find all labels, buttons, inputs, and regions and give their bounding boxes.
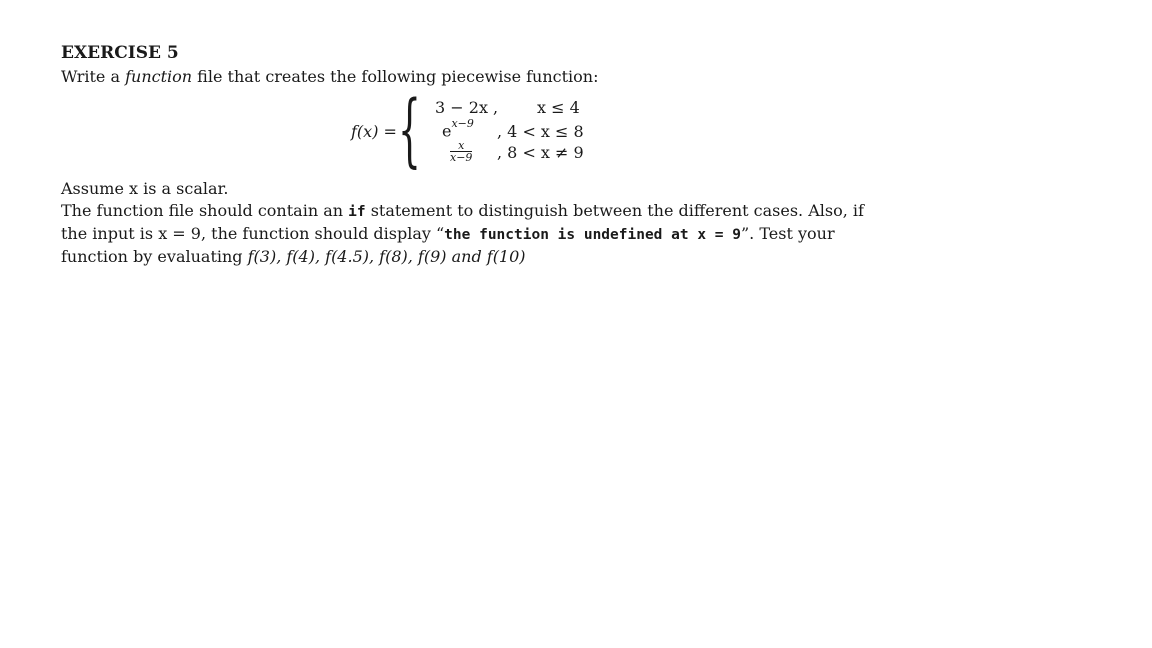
case-3-denominator: x−9 bbox=[450, 151, 473, 164]
exercise-page bbox=[61, 42, 891, 268]
equation-lhs: f(x) = bbox=[351, 122, 397, 141]
instructions-part-3: ”. Test your function by evaluating bbox=[61, 224, 835, 266]
instructions-part-2: statement to distinguish between the different cases. Also, if the input is x = 9, the function should display “ bbox=[61, 201, 864, 243]
code-if-keyword: if bbox=[348, 204, 366, 220]
case-1-condition: x ≤ 4 bbox=[537, 98, 580, 117]
case-3-condition: , 8 < x ≠ 9 bbox=[497, 143, 584, 162]
left-brace: { bbox=[398, 83, 421, 176]
case-2-exponent: x−9 bbox=[451, 117, 474, 130]
exercise-heading: EXERCISE 5 bbox=[61, 43, 179, 63]
case-2-condition: , 4 < x ≤ 8 bbox=[497, 122, 584, 141]
instructions-paragraph bbox=[61, 200, 891, 268]
case-2-base: e bbox=[442, 121, 452, 141]
intro-text-after: file that creates the following piecewise function: bbox=[192, 67, 599, 86]
piecewise-equation bbox=[61, 83, 891, 178]
instructions-part-1: The function file should contain an bbox=[61, 201, 349, 220]
code-message: the function is undefined at x = 9 bbox=[444, 227, 741, 243]
intro-text-before: Write a bbox=[61, 67, 126, 86]
case-1-expression: 3 − 2x , bbox=[435, 98, 499, 117]
intro-paragraph bbox=[61, 66, 891, 88]
assumption-line: Assume x is a scalar. bbox=[61, 179, 229, 198]
case-3-fraction bbox=[450, 140, 472, 164]
case-3-numerator: x bbox=[450, 140, 472, 152]
intro-emphasis: function bbox=[125, 67, 193, 86]
evaluation-list: f(3), f(4), f(4.5), f(8), f(9) and f(10) bbox=[247, 247, 526, 266]
case-2-expression bbox=[442, 117, 474, 141]
